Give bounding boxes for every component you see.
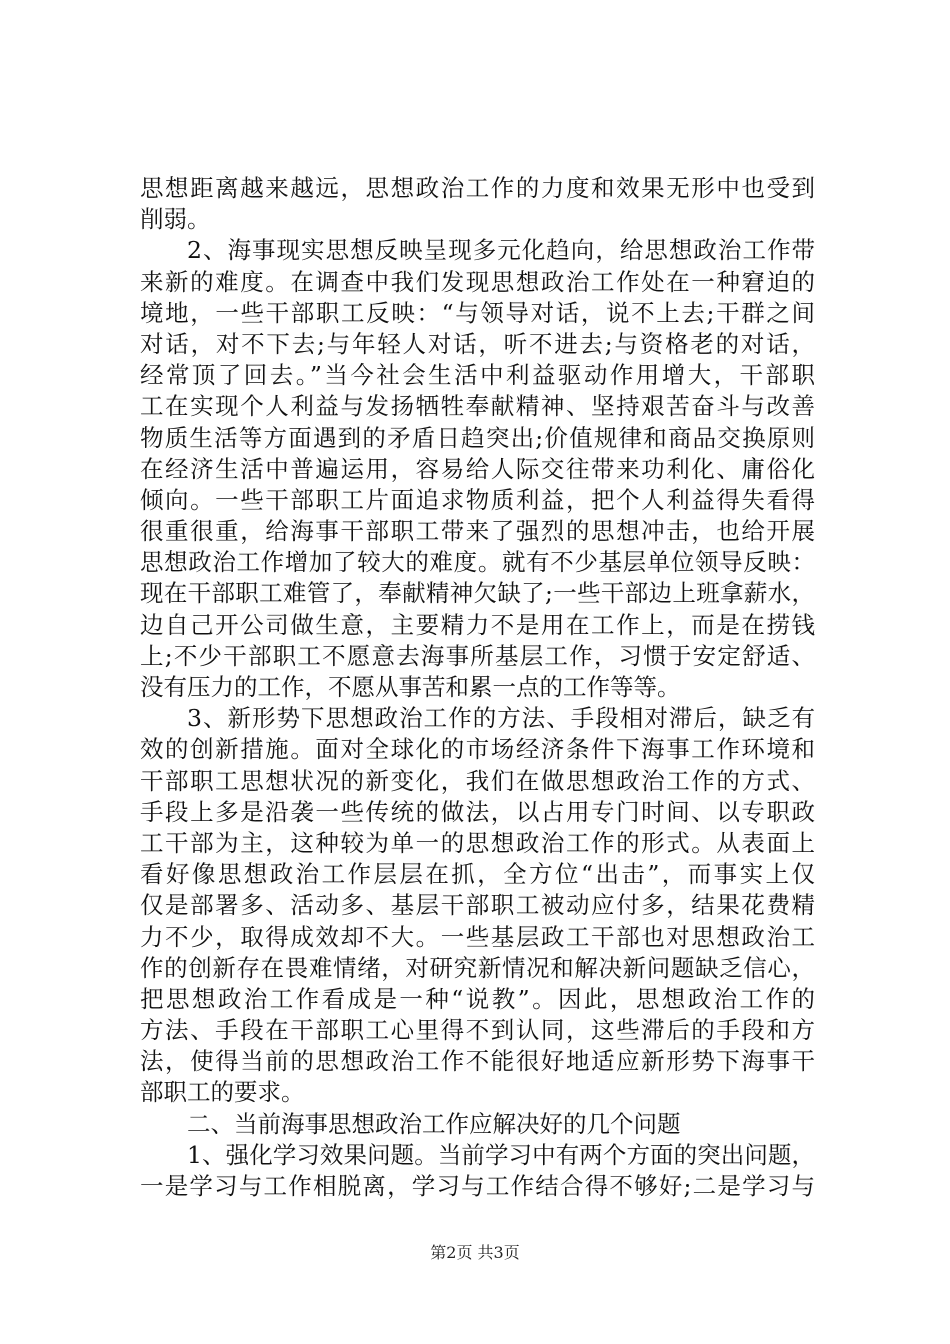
text-line: 物质生活等方面遇到的矛盾日趋突出;价值规律和商品交换原则 <box>140 423 815 452</box>
text-line: 来新的难度。在调查中我们发现思想政治工作处在一种窘迫的 <box>140 267 815 296</box>
text-line: 工在实现个人利益与发扬牺牲奉献精神、坚持艰苦奋斗与改善 <box>140 392 815 421</box>
text-line: 思想距离越来越远，思想政治工作的力度和效果无形中也受到 <box>140 174 815 202</box>
text-line: 倾向。一些干部职工片面追求物质利益，把个人利益得失看得 <box>140 485 815 514</box>
text-line: 力不少，取得成效却不大。一些基层政工干部也对思想政治工 <box>140 922 815 951</box>
text-line: 法，使得当前的思想政治工作不能很好地适应新形势下海事干 <box>140 1047 815 1076</box>
text-line: 手段上多是沿袭一些传统的做法，以占用专门时间、以专职政 <box>140 797 815 826</box>
document-body <box>140 173 815 1202</box>
text-line: 工干部为主，这种较为单一的思想政治工作的形式。从表面上 <box>140 828 815 857</box>
paragraph-start-line: 1、强化学习效果问题。当前学习中有两个方面的突出问题， <box>187 1140 815 1169</box>
text-line: 对话，对不下去;与年轻人对话，听不进去;与资格老的对话， <box>140 329 815 358</box>
text-line: 现在干部职工难管了，奉献精神欠缺了;一些干部边上班拿薪水， <box>140 579 815 608</box>
text-line: 部职工的要求。 <box>140 1078 305 1107</box>
text-line: 在经济生活中普遍运用，容易给人际交往带来功利化、庸俗化 <box>140 454 815 483</box>
paragraph-start-line: 3、新形势下思想政治工作的方法、手段相对滞后，缺乏有 <box>187 704 815 733</box>
text-line: 方法、手段在干部职工心里得不到认同，这些滞后的手段和方 <box>140 1016 815 1045</box>
text-line: 思想政治工作增加了较大的难度。就有不少基层单位领导反映： <box>140 548 815 577</box>
paragraph-start-line: 2、海事现实思想反映呈现多元化趋向，给思想政治工作带 <box>187 236 815 265</box>
text-line: 仅是部署多、活动多、基层干部职工被动应付多，结果花费精 <box>140 891 815 920</box>
text-line: 看好像思想政治工作层层在抓，全方位“出击”，而事实上仅 <box>140 860 815 889</box>
text-line: 经常顶了回去。”当今社会生活中利益驱动作用增大，干部职 <box>140 361 815 390</box>
text-line: 边自己开公司做生意，主要精力不是用在工作上，而是在捞钱 <box>140 610 815 639</box>
text-line: 一是学习与工作相脱离，学习与工作结合得不够好;二是学习与 <box>140 1172 815 1200</box>
page-number-footer: 第2页 共3页 <box>430 1243 520 1262</box>
text-line: 作的创新存在畏难情绪，对研究新情况和解决新问题缺乏信心， <box>140 953 815 982</box>
text-line: 没有压力的工作，不愿从事苦和累一点的工作等等。 <box>140 673 681 701</box>
text-line: 境地，一些干部职工反映：“与领导对话，说不上去;干群之间 <box>140 298 815 327</box>
text-line: 把思想政治工作看成是一种“说教”。因此，思想政治工作的 <box>140 984 815 1013</box>
text-line: 很重很重，给海事干部职工带来了强烈的思想冲击，也给开展 <box>140 517 815 546</box>
section-heading: 二、当前海事思想政治工作应解决好的几个问题 <box>187 1109 681 1138</box>
text-line: 干部职工思想状况的新变化，我们在做思想政治工作的方式、 <box>140 766 815 795</box>
text-line: 效的创新措施。面对全球化的市场经济条件下海事工作环境和 <box>140 735 815 764</box>
text-line: 上;不少干部职工不愿意去海事所基层工作，习惯于安定舒适、 <box>140 641 815 670</box>
text-line: 削弱。 <box>140 205 211 234</box>
